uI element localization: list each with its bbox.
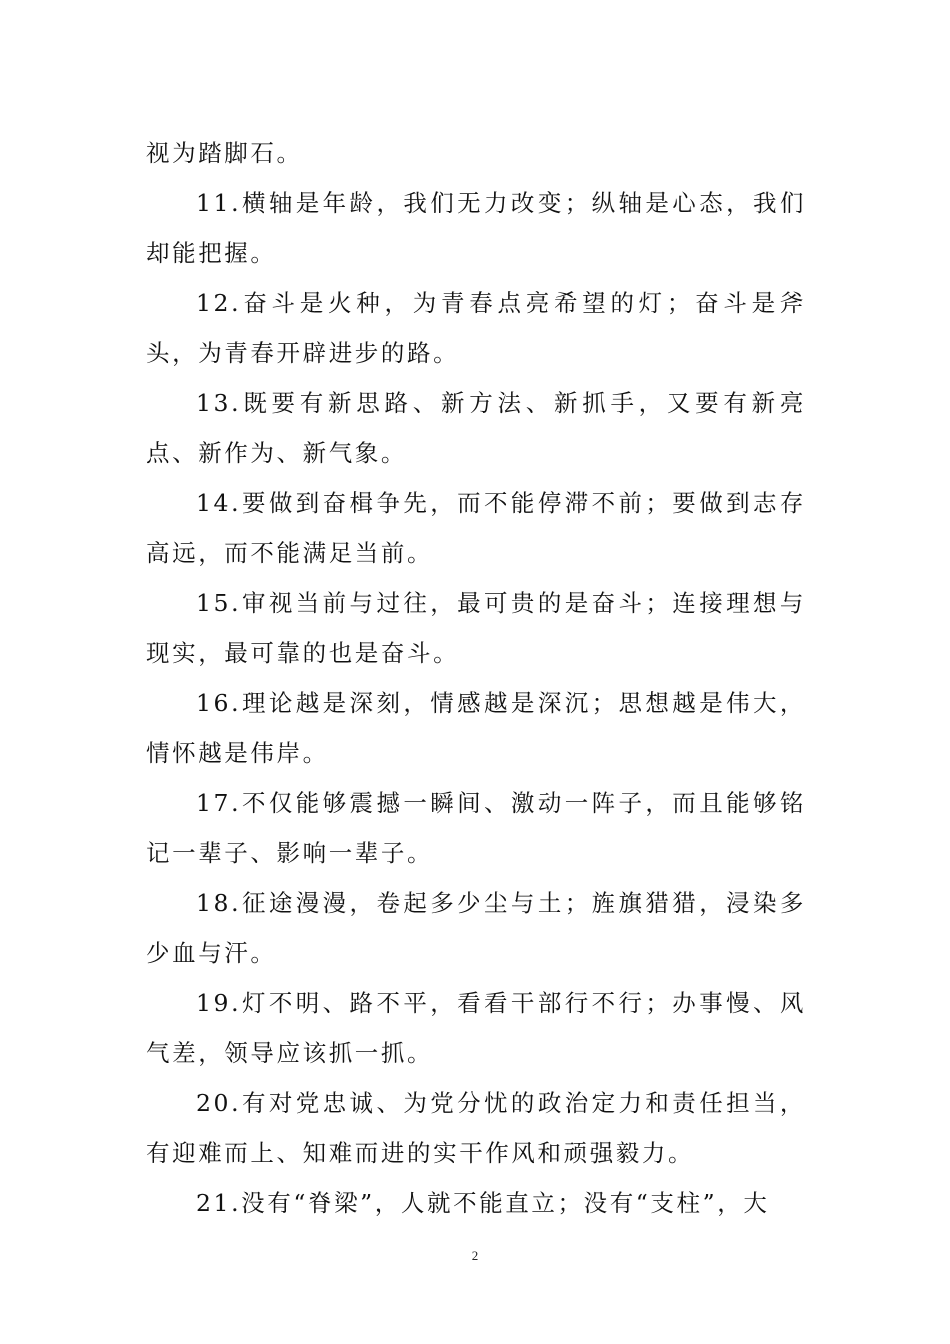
paragraph-11: 11.横轴是年龄，我们无力改变；纵轴是心态，我们却能把握。	[146, 189, 806, 267]
body-text	[146, 128, 806, 1228]
paragraph-20: 20.有对党忠诚、为党分忧的政治定力和责任担当，有迎难而上、知难而进的实干作风和顽强毅力。	[146, 1089, 806, 1167]
paragraph-16: 16.理论越是深刻，情感越是深沉；思想越是伟大，情怀越是伟岸。	[146, 689, 806, 767]
paragraph-continuation: 视为踏脚石。	[146, 139, 303, 167]
page-number: 2	[471, 1248, 479, 1263]
paragraph-19: 19.灯不明、路不平，看看干部行不行；办事慢、风气差，领导应该抓一抓。	[146, 989, 806, 1067]
paragraph-15: 15.审视当前与过往，最可贵的是奋斗；连接理想与现实，最可靠的也是奋斗。	[146, 589, 806, 667]
paragraph-14: 14.要做到奋楫争先，而不能停滞不前；要做到志存高远，而不能满足当前。	[146, 489, 806, 567]
paragraph-21: 21.没有“脊梁”，人就不能直立；没有“支柱”，大	[196, 1189, 770, 1217]
paragraph-17: 17.不仅能够震撼一瞬间、激动一阵子，而且能够铭记一辈子、影响一辈子。	[146, 789, 806, 867]
paragraph-18: 18.征途漫漫，卷起多少尘与土；旌旗猎猎，浸染多少血与汗。	[146, 889, 806, 967]
paragraph-12: 12.奋斗是火种，为青春点亮希望的灯；奋斗是斧头，为青春开辟进步的路。	[146, 289, 806, 367]
paragraph-13: 13.既要有新思路、新方法、新抓手，又要有新亮点、新作为、新气象。	[146, 389, 806, 467]
